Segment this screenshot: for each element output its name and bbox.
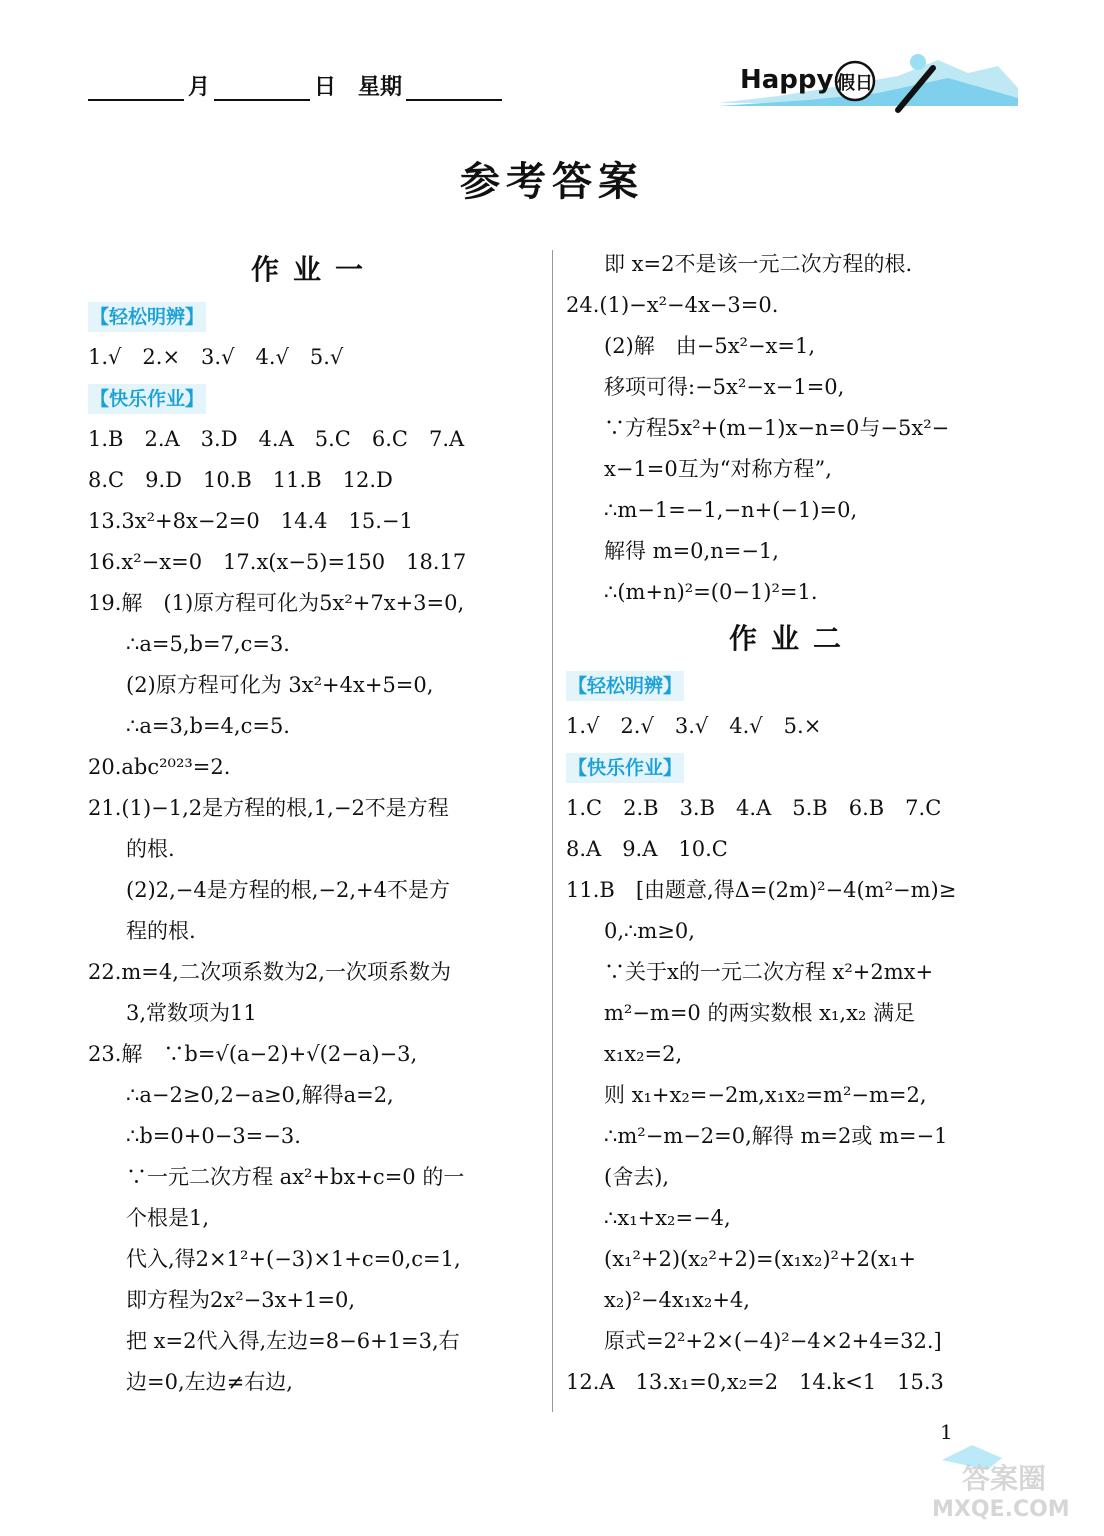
- answer-line: ∴m−1=−1,−n+(−1)=0,: [604, 498, 858, 522]
- section-tag-label: 【轻松明辨】: [566, 671, 684, 701]
- section-tag: [566, 665, 1018, 706]
- section-tag-label: 【快乐作业】: [566, 753, 684, 783]
- right-column: [566, 244, 1018, 1403]
- weekday-label: 星期: [358, 75, 403, 100]
- answer-line: 8.A 9.A 10.C: [566, 837, 728, 861]
- answer-line: ∵关于x的一元二次方程 x²+2mx+: [604, 960, 934, 984]
- answer-line: m²−m=0 的两实数根 x₁,x₂ 满足: [604, 1001, 916, 1025]
- answer-line: ∴m²−m−2=0,解得 m=2或 m=−1: [604, 1124, 948, 1148]
- answer-line: 12.A 13.x₁=0,x₂=2 14.k<1 15.3: [566, 1370, 944, 1394]
- column-divider: [552, 250, 553, 1412]
- answer-line: 11.B [由题意,得Δ=(2m)²−4(m²−m)≥: [566, 878, 957, 902]
- answer-line: x₁x₂=2,: [604, 1042, 683, 1066]
- section-tag: [88, 296, 540, 337]
- svg-text:假日: 假日: [837, 73, 873, 94]
- section-title: 作业二: [728, 622, 855, 655]
- page-title: 参考答案: [460, 159, 644, 205]
- section-tag: [566, 747, 1018, 788]
- answer-line: 程的根.: [126, 919, 196, 943]
- answer-line: ∴a−2≥0,2−a≥0,解得a=2,: [126, 1083, 394, 1107]
- answer-line: 19.解 (1)原方程可化为5x²+7x+3=0,: [88, 591, 465, 615]
- answer-line: x−1=0互为“对称方程”,: [604, 457, 832, 481]
- answer-line: 把 x=2代入得,左边=8−6+1=3,右: [126, 1329, 460, 1353]
- answer-line: 则 x₁+x₂=−2m,x₁x₂=m²−m=2,: [604, 1083, 927, 1107]
- page-number: 1: [940, 1420, 953, 1444]
- day-blank[interactable]: [214, 75, 310, 101]
- section-tag: [88, 378, 540, 419]
- answer-line: 24.(1)−x²−4x−3=0.: [566, 293, 779, 317]
- answer-line: 13.3x²+8x−2=0 14.4 15.−1: [88, 509, 413, 533]
- watermark-logo: [932, 1440, 1082, 1520]
- answer-line: 1.√ 2.√ 3.√ 4.√ 5.×: [566, 714, 822, 738]
- answer-line: ∴a=3,b=4,c=5.: [126, 714, 290, 738]
- section-tag-label: 【快乐作业】: [88, 384, 206, 414]
- answer-line: 21.(1)−1,2是方程的根,1,−2不是方程: [88, 796, 449, 820]
- answer-line: 23.解 ∵b=√(a−2)+√(2−a)−3,: [88, 1042, 418, 1066]
- answer-line: (x₁²+2)(x₂²+2)=(x₁x₂)²+2(x₁+: [604, 1247, 916, 1271]
- answer-line: ∵一元二次方程 ax²+bx+c=0 的一: [126, 1165, 465, 1189]
- answer-line: 原式=2²+2×(−4)²−4×2+4=32.]: [604, 1329, 942, 1353]
- answer-line: (2)原方程可化为 3x²+4x+5=0,: [126, 673, 434, 697]
- answer-line: 0,∴m≥0,: [604, 919, 695, 943]
- answer-line: 个根是1,: [126, 1206, 210, 1230]
- answer-line: (2)解 由−5x²−x=1,: [604, 334, 816, 358]
- answer-line: (舍去),: [604, 1165, 670, 1189]
- answer-line: ∴b=0+0−3=−3.: [126, 1124, 301, 1148]
- answer-line: ∴a=5,b=7,c=3.: [126, 632, 290, 656]
- answer-line: 即方程为2x²−3x+1=0,: [126, 1288, 356, 1312]
- answer-line: (2)2,−4是方程的根,−2,+4不是方: [126, 878, 451, 902]
- answer-line: x₂)²−4x₁x₂+4,: [604, 1288, 750, 1312]
- svg-text:答案圈: 答案圈: [962, 1462, 1047, 1495]
- answer-line: ∴x₁+x₂=−4,: [604, 1206, 731, 1230]
- date-line: [88, 70, 502, 101]
- svg-text:Happy: Happy: [740, 65, 834, 95]
- section-title: 作业一: [250, 253, 377, 286]
- answer-line: 代入,得2×1²+(−3)×1+c=0,c=1,: [126, 1247, 461, 1271]
- answer-line: 移项可得:−5x²−x−1=0,: [604, 375, 845, 399]
- answer-line: ∴(m+n)²=(0−1)²=1.: [604, 580, 818, 604]
- answer-line: 1.B 2.A 3.D 4.A 5.C 6.C 7.A: [88, 427, 465, 451]
- left-column: [88, 244, 540, 1403]
- answer-line: 20.abc²⁰²³=2.: [88, 755, 231, 779]
- answer-line: ∵方程5x²+(m−1)x−n=0与−5x²−: [604, 416, 950, 440]
- weekday-blank[interactable]: [406, 75, 502, 101]
- section-tag-label: 【轻松明辨】: [88, 302, 206, 332]
- answer-line: 1.√ 2.× 3.√ 4.√ 5.√: [88, 345, 344, 369]
- month-label: 月: [188, 75, 211, 100]
- answer-line: 3,常数项为11: [126, 1001, 257, 1025]
- answer-line: 16.x²−x=0 17.x(x−5)=150 18.17: [88, 550, 467, 574]
- answer-line: 的根.: [126, 837, 175, 861]
- answer-line: 22.m=4,二次项系数为2,一次项系数为: [88, 960, 451, 984]
- answer-line: 边=0,左边≠右边,: [126, 1370, 293, 1394]
- answer-line: 解得 m=0,n=−1,: [604, 539, 779, 563]
- answer-line: 即 x=2不是该一元二次方程的根.: [604, 252, 913, 276]
- answer-line: 1.C 2.B 3.B 4.A 5.B 6.B 7.C: [566, 796, 942, 820]
- happy-holiday-logo: [718, 48, 1018, 118]
- svg-text:MXQE.COM: MXQE.COM: [932, 1497, 1070, 1520]
- month-blank[interactable]: [88, 75, 184, 101]
- answer-line: 8.C 9.D 10.B 11.B 12.D: [88, 468, 393, 492]
- day-label: 日: [314, 75, 337, 100]
